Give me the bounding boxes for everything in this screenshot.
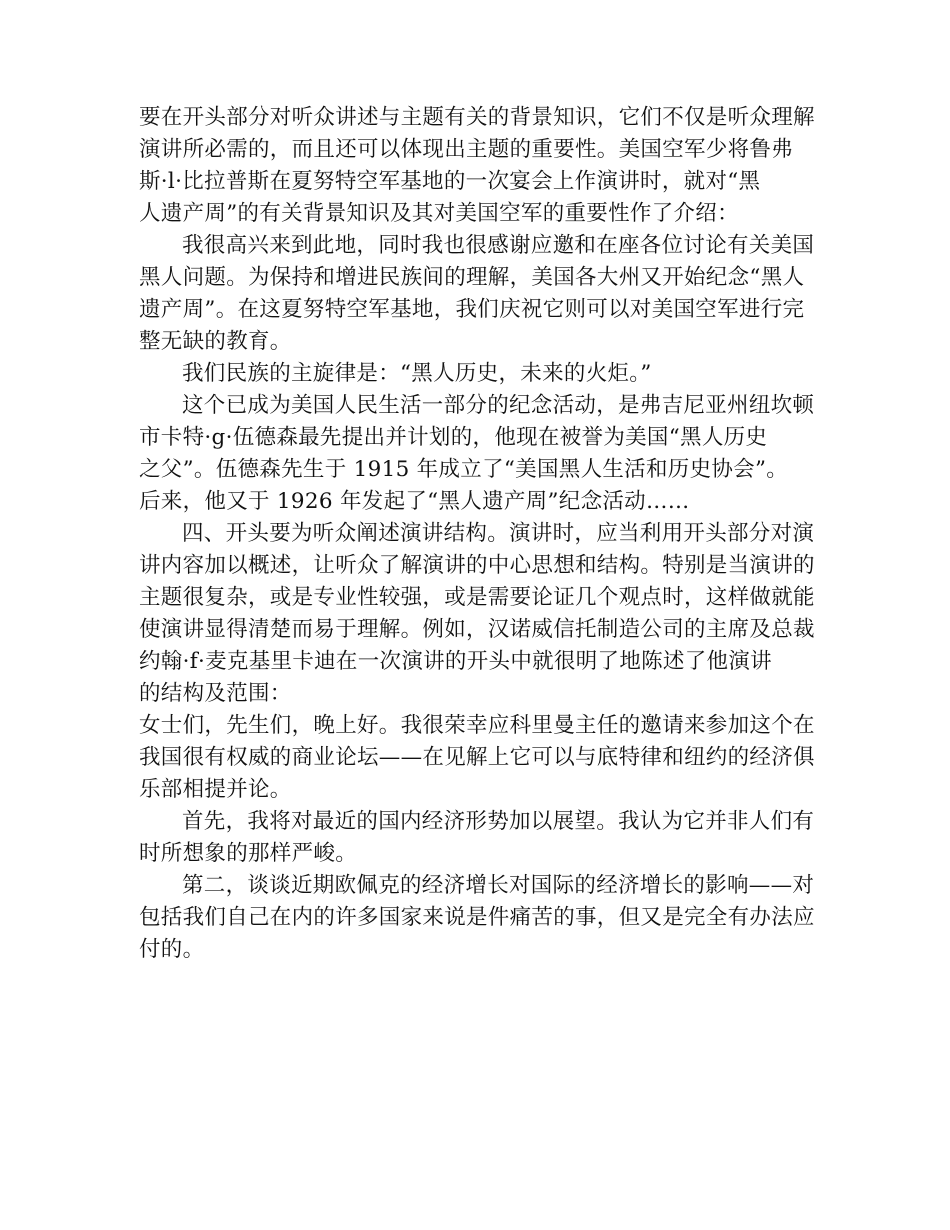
document-body: [139, 102, 819, 966]
text-line: 整无缺的教育。: [139, 329, 292, 354]
text-line: 首先，我将对最近的国内经济形势加以展望。我认为它并非人们有: [182, 809, 815, 834]
text-line: 演讲所必需的，而且还可以体现出主题的重要性。美国空军少将鲁弗: [139, 137, 794, 162]
text-line: 约翰·f·麦克基里卡迪在一次演讲的开头中就很明了地陈述了他演讲: [139, 649, 772, 674]
text-line: 女士们，先生们，晚上好。我很荣幸应科里曼主任的邀请来参加这个在: [139, 713, 815, 738]
text-line: 主题很复杂，或是专业性较强，或是需要论证几个观点时，这样做就能: [139, 585, 815, 610]
text-line: 的结构及范围：: [139, 681, 292, 706]
text-line: 要在开头部分对听众讲述与主题有关的背景知识，它们不仅是听众理解: [139, 105, 815, 130]
text-line: 斯·l·比拉普斯在夏努特空军基地的一次宴会上作演讲时，就对“黑: [139, 169, 761, 194]
text-line: 付的。: [139, 937, 205, 962]
text-line: 人遗产周”的有关背景知识及其对美国空军的重要性作了介绍：: [139, 201, 739, 226]
text-line: 我国很有权威的商业论坛——在见解上它可以与底特律和纽约的经济俱: [139, 745, 815, 770]
text-line: 包括我们自己在内的许多国家来说是件痛苦的事，但又是完全有办法应: [139, 905, 815, 930]
text-line: 这个已成为美国人民生活一部分的纪念活动，是弗吉尼亚州纽坎顿: [182, 393, 815, 418]
text-line: 我很高兴来到此地，同时我也很感谢应邀和在座各位讨论有关美国: [182, 233, 815, 258]
text-line: 遗产周”。在这夏努特空军基地，我们庆祝它则可以对美国空军进行完: [139, 297, 805, 322]
text-line: 后来，他又于 1926 年发起了“黑人遗产周”纪念活动……: [139, 489, 690, 514]
text-line: 乐部相提并论。: [139, 777, 292, 802]
text-line: 黑人问题。为保持和增进民族间的理解，美国各大州又开始纪念“黑人: [139, 265, 805, 290]
text-line: 四、开头要为听众阐述演讲结构。演讲时，应当利用开头部分对演: [182, 521, 815, 546]
text-line: 讲内容加以概述，让听众了解演讲的中心思想和结构。特别是当演讲的: [139, 553, 815, 578]
text-line: 使演讲显得清楚而易于理解。例如，汉诺威信托制造公司的主席及总裁: [139, 617, 815, 642]
text-line: 之父”。伍德森先生于 1915 年成立了“美国黑人生活和历史协会”。: [139, 457, 789, 482]
text-line: 市卡特·g·伍德森最先提出并计划的，他现在被誉为美国“黑人历史: [139, 425, 768, 450]
text-line: 我们民族的主旋律是：“黑人历史，未来的火炬。”: [182, 361, 652, 386]
text-line: 第二，谈谈近期欧佩克的经济增长对国际的经济增长的影响——对: [182, 873, 815, 898]
text-line: 时所想象的那样严峻。: [139, 841, 358, 866]
